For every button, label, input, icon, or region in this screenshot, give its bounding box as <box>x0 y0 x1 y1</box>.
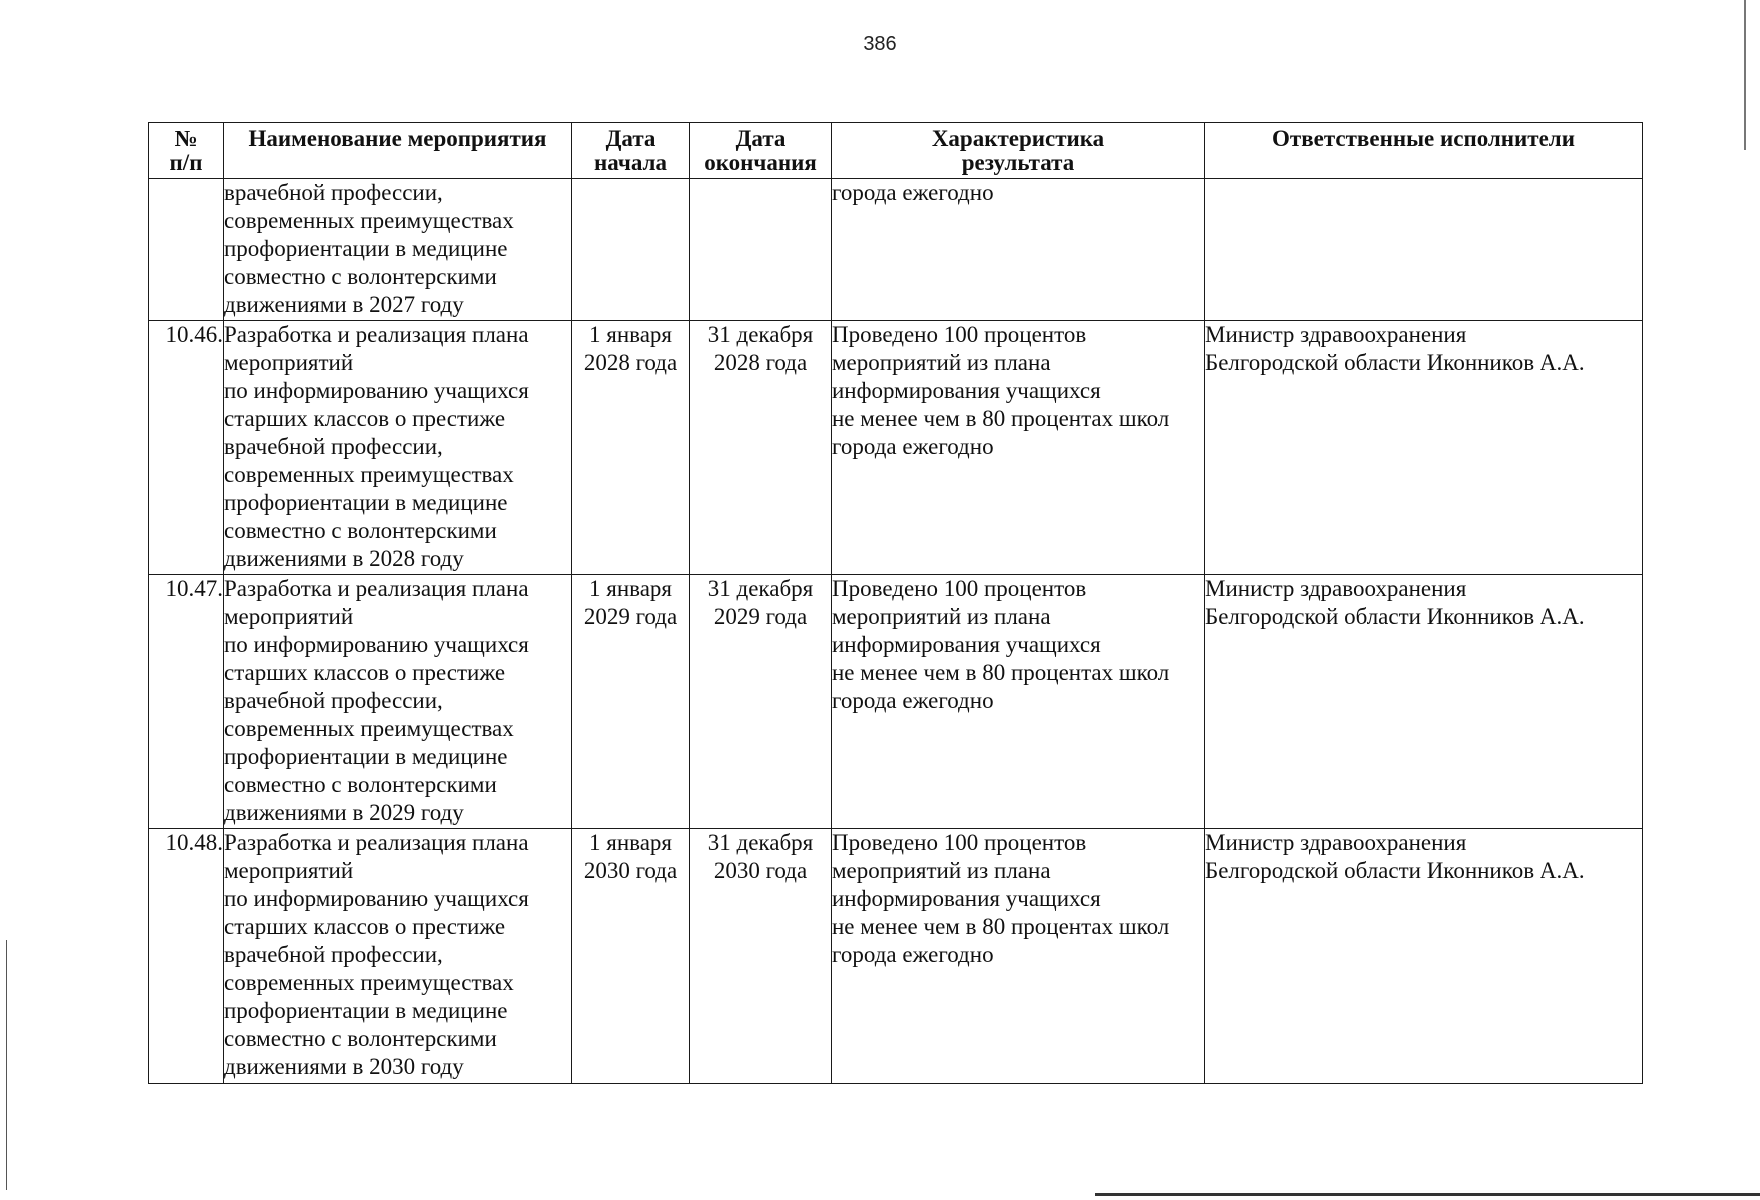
header-result <box>832 123 1205 179</box>
row-event-name: Разработка и реализация плана мероприятий по информированию учащихся старших классов о престиже врачебной профессии, современных преимуществах профориентации в медицине совместно с волонтерскими движениями в 2030 году <box>224 829 572 1084</box>
table-row <box>149 829 1643 1084</box>
header-event-name <box>224 123 572 179</box>
row-result: Проведено 100 процентов мероприятий из плана информирования учащихся не менее чем в 80 процентах школ города ежегодно <box>832 321 1205 575</box>
row-responsible: Министр здравоохранения Белгородской области Иконников А.А. <box>1205 829 1643 1084</box>
scan-bottom-line <box>1095 1193 1760 1196</box>
row-number: 10.46. <box>149 321 224 575</box>
events-table <box>148 122 1643 1084</box>
page-number: 386 <box>863 33 897 55</box>
row-responsible: Министр здравоохранения Белгородской области Иконников А.А. <box>1205 575 1643 829</box>
row-event-name: Разработка и реализация плана мероприятий по информированию учащихся старших классов о престиже врачебной профессии, современных преимуществах профориентации в медицине совместно с волонтерскими движениями в 2029 году <box>224 575 572 829</box>
row-start-date <box>572 179 690 321</box>
header-responsible <box>1205 123 1643 179</box>
scan-edge-line-left <box>6 940 7 1190</box>
header-result-label: Характеристика результата <box>931 126 1105 175</box>
header-number <box>149 123 224 179</box>
row-event-name: врачебной профессии, современных преимуществах профориентации в медицине совместно с волонтерскими движениями в 2027 году <box>224 179 572 321</box>
row-start-date: 1 января 2030 года <box>572 829 690 1084</box>
row-result: Проведено 100 процентов мероприятий из плана информирования учащихся не менее чем в 80 процентах школ города ежегодно <box>832 829 1205 1084</box>
header-number-label: № п/п <box>169 126 203 175</box>
row-event-name: Разработка и реализация плана мероприятий по информированию учащихся старших классов о престиже врачебной профессии, современных преимуществах профориентации в медицине совместно с волонтерскими движениями в 2028 году <box>224 321 572 575</box>
table-row <box>149 575 1643 829</box>
row-end-date: 31 декабря 2029 года <box>690 575 832 829</box>
header-end-date <box>690 123 832 179</box>
header-responsible-label: Ответственные исполнители <box>1272 126 1575 151</box>
header-start-date <box>572 123 690 179</box>
row-end-date: 31 декабря 2028 года <box>690 321 832 575</box>
header-event-name-label: Наименование мероприятия <box>248 126 547 151</box>
scan-edge-line-right <box>1744 0 1746 150</box>
row-result: Проведено 100 процентов мероприятий из плана информирования учащихся не менее чем в 80 процентах школ города ежегодно <box>832 575 1205 829</box>
row-end-date <box>690 179 832 321</box>
row-number: 10.47. <box>149 575 224 829</box>
row-end-date: 31 декабря 2030 года <box>690 829 832 1084</box>
table-header-row <box>149 123 1643 179</box>
row-start-date: 1 января 2028 года <box>572 321 690 575</box>
row-result: города ежегодно <box>832 179 1205 321</box>
row-responsible: Министр здравоохранения Белгородской области Иконников А.А. <box>1205 321 1643 575</box>
row-number <box>149 179 224 321</box>
row-number: 10.48. <box>149 829 224 1084</box>
table-row <box>149 179 1643 321</box>
row-responsible <box>1205 179 1643 321</box>
row-start-date: 1 января 2029 года <box>572 575 690 829</box>
table-row <box>149 321 1643 575</box>
header-start-date-label: Дата начала <box>594 126 667 175</box>
header-end-date-label: Дата окончания <box>704 126 817 175</box>
